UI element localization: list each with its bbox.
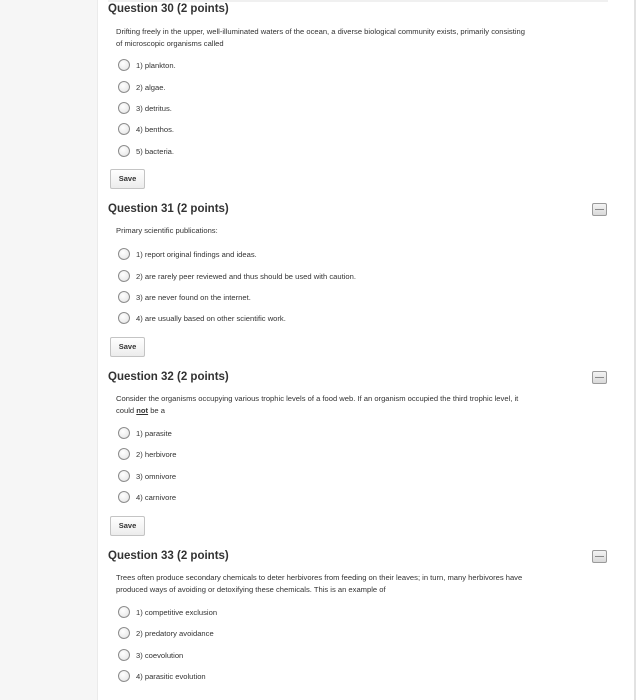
- text-segment: could: [116, 406, 137, 415]
- radio-button[interactable]: [118, 145, 130, 157]
- radio-button[interactable]: [118, 312, 130, 324]
- option-label: 2) herbivore: [136, 450, 177, 459]
- radio-button[interactable]: [118, 102, 130, 114]
- option-label: 4) parasitic evolution: [136, 672, 206, 681]
- option-label: 1) parasite: [136, 429, 172, 438]
- radio-button[interactable]: [118, 291, 130, 303]
- question-text: [116, 225, 608, 237]
- radio-button[interactable]: [118, 427, 130, 439]
- question-text-line: Drifting freely in the upper, well-illuminated waters of the ocean, a diverse biological community exists, primarily consisting: [116, 27, 525, 36]
- question-text-line: [116, 405, 608, 417]
- question-text-line: Primary scientific publications:: [116, 226, 218, 235]
- radio-button[interactable]: [118, 491, 130, 503]
- option-label: 3) coevolution: [136, 651, 184, 660]
- question-title: Question 32 (2 points): [108, 371, 229, 383]
- radio-button[interactable]: [118, 123, 130, 135]
- radio-button[interactable]: [118, 270, 130, 282]
- question-text: [116, 572, 608, 596]
- option-label: 4) benthos.: [136, 125, 174, 134]
- save-button[interactable]: Save: [110, 516, 145, 536]
- option-label: 2) are rarely peer reviewed and thus should be used with caution.: [136, 272, 356, 281]
- option-label: 1) plankton.: [136, 61, 176, 70]
- option-label: 3) omnivore: [136, 472, 177, 481]
- emphasis-text: not: [136, 406, 149, 415]
- save-button[interactable]: Save: [110, 337, 145, 357]
- question-title: Question 31 (2 points): [108, 203, 229, 215]
- flag-checkbox[interactable]: [592, 371, 607, 384]
- option-label: 4) are usually based on other scientific work.: [136, 314, 286, 323]
- top-divider: [108, 0, 608, 2]
- question-title: Question 33 (2 points): [108, 550, 229, 562]
- question-text-line: Consider the organisms occupying various trophic levels of a food web. If an organism occupied the third trophic level, it: [116, 394, 519, 403]
- option-label: 1) report original findings and ideas.: [136, 250, 257, 259]
- option-label: 2) algae.: [136, 83, 166, 92]
- question-title: Question 30 (2 points): [108, 3, 229, 15]
- option-label: 2) predatory avoidance: [136, 629, 214, 638]
- question-text-line: Trees often produce secondary chemicals to deter herbivores from feeding on their leaves; in turn, many herbivores have: [116, 573, 523, 582]
- text-segment: be a: [148, 406, 165, 415]
- question-text: [116, 393, 608, 417]
- question-text-line: of microscopic organisms called: [116, 39, 224, 48]
- radio-button[interactable]: [118, 81, 130, 93]
- option-label: 5) bacteria.: [136, 147, 174, 156]
- radio-button[interactable]: [118, 627, 130, 639]
- flag-checkbox[interactable]: [592, 203, 607, 216]
- left-gutter: [0, 0, 98, 700]
- radio-button[interactable]: [118, 248, 130, 260]
- option-label: 1) competitive exclusion: [136, 608, 218, 617]
- radio-button[interactable]: [118, 59, 130, 71]
- radio-button[interactable]: [118, 606, 130, 618]
- option-label: 3) detritus.: [136, 104, 172, 113]
- radio-button[interactable]: [118, 470, 130, 482]
- radio-button[interactable]: [118, 649, 130, 661]
- question-text-line: produced ways of avoiding or detoxifying these chemicals. This is an example of: [116, 585, 386, 594]
- save-button[interactable]: Save: [110, 169, 145, 189]
- question-text: [116, 26, 608, 50]
- radio-button[interactable]: [118, 448, 130, 460]
- option-label: 4) carnivore: [136, 493, 177, 502]
- radio-button[interactable]: [118, 670, 130, 682]
- flag-checkbox[interactable]: [592, 550, 607, 563]
- option-label: 3) are never found on the internet.: [136, 293, 251, 302]
